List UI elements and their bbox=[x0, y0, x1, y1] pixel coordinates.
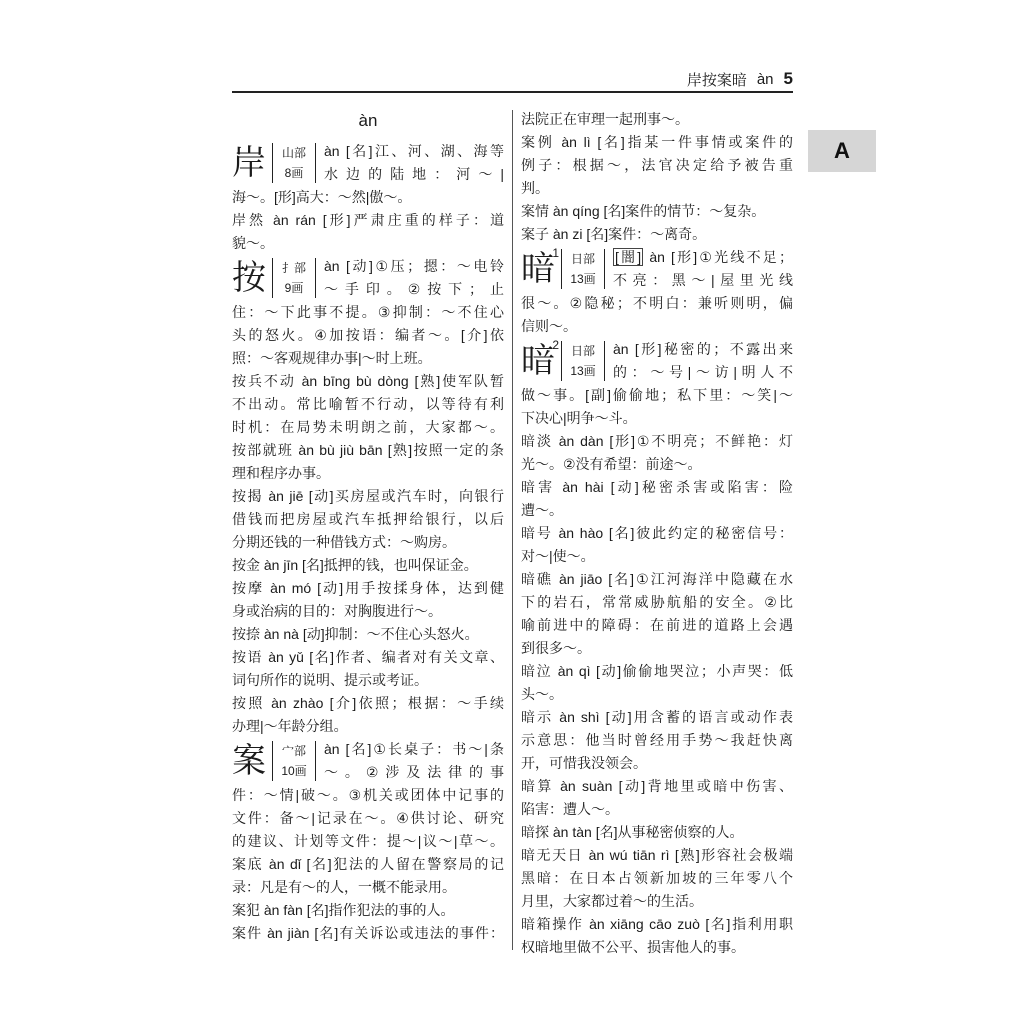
definition-line: 不亮：黑～|屋里光线 bbox=[613, 272, 793, 288]
entry-head bbox=[232, 738, 504, 784]
stroke-count: 13画 bbox=[570, 364, 596, 378]
entry-head-text bbox=[324, 255, 504, 301]
definition-line: 貌～。 bbox=[232, 235, 274, 251]
definition-line: 黑暗：在日本占领新加坡的三年零八个 bbox=[521, 870, 793, 886]
definition-line: 按照 àn zhào [介]依照；根据：～手续 bbox=[232, 695, 504, 711]
radical-box bbox=[272, 741, 316, 781]
right-column bbox=[521, 108, 793, 959]
radical-label: 宀部 bbox=[281, 744, 306, 758]
definition-line: 光～。②没有希望：前途～。 bbox=[521, 456, 702, 472]
homograph-number: 1 bbox=[552, 246, 559, 260]
variant-form: [闇] bbox=[615, 249, 642, 265]
headword-char: 案 bbox=[232, 742, 266, 780]
radical-label: 扌部 bbox=[281, 261, 306, 275]
definition-line: 分期还钱的一种借钱方式：～购房。 bbox=[232, 534, 456, 550]
definition-line: 喻前进中的障碍：在前进的道路上会遇 bbox=[521, 617, 793, 633]
definition-line: 很～。②隐秘；不明白：兼听则明，偏 bbox=[521, 295, 793, 311]
definition-line: 示意思：他当时曾经用手势～我赶快离 bbox=[521, 732, 793, 748]
stroke-count: 8画 bbox=[284, 166, 304, 180]
homograph-number: 2 bbox=[552, 338, 559, 352]
definition-line: 理和程序办事。 bbox=[232, 465, 330, 481]
definition-line: 按揭 àn jiē [动]买房屋或汽车时，向银行 bbox=[232, 488, 504, 504]
definition-line: 陷害：遭人～。 bbox=[521, 801, 619, 817]
definition-line: 文件：备～|记录在～。④供讨论、研究 bbox=[232, 810, 504, 826]
definition-line: 遭～。 bbox=[521, 502, 563, 518]
radical-box bbox=[561, 249, 605, 289]
running-header bbox=[687, 66, 793, 92]
entry-head-text bbox=[613, 338, 793, 384]
headword-char: 按 bbox=[232, 259, 266, 297]
definition-line: 暗算 àn suàn [动]背地里或暗中伤害、 bbox=[521, 778, 793, 794]
radical-label: 日部 bbox=[570, 344, 595, 358]
radical-box bbox=[272, 143, 316, 183]
header-chars: 岸按案暗 bbox=[686, 71, 747, 89]
definition-line: àn [形]秘密的；不露出来 bbox=[613, 341, 793, 357]
definition-line: 暗害 àn hài [动]秘密杀害或陷害：险 bbox=[521, 479, 793, 495]
definition-line: 对～|使～。 bbox=[521, 548, 595, 564]
definition-line: 海～。[形]高大：～然|傲～。 bbox=[232, 189, 412, 205]
definition-line: 词句所作的说明、提示或考证。 bbox=[232, 672, 428, 688]
definition-line: 不出动。常比喻暂不行动，以等待有利 bbox=[232, 396, 504, 412]
definition-line: 做～事。[副]偷偷地；私下里：～笑|～ bbox=[521, 387, 793, 403]
definition-line: 案底 àn dǐ [名]犯法的人留在警察局的记 bbox=[232, 856, 504, 872]
entry-head bbox=[521, 338, 793, 384]
entry-head bbox=[232, 255, 504, 301]
definition-line: 下的岩石，常常威胁航船的安全。②比 bbox=[521, 594, 793, 610]
definition-line: 案例 àn lì [名]指某一件事情或案件的 bbox=[521, 134, 793, 150]
definition-line: 下决心|明争～斗。 bbox=[521, 410, 637, 426]
definition-line: 头的怒火。④加按语：编者～。[介]依 bbox=[232, 327, 504, 343]
definition-line: àn [名]江、河、湖、海等 bbox=[324, 143, 504, 159]
definition-line: 时机：在局势未明朗之前，大家都～。 bbox=[232, 419, 504, 435]
alphabet-tab-letter: A bbox=[834, 138, 850, 163]
definition-line: ～。②涉及法律的事 bbox=[324, 764, 504, 780]
entry-head-text bbox=[324, 738, 504, 784]
definition-line: 件：～情|破～。③机关或团体中记事的 bbox=[232, 787, 504, 803]
definition-line: 录：凡是有～的人，一概不能录用。 bbox=[232, 879, 456, 895]
headword-char: 暗 1 bbox=[521, 246, 559, 288]
definition-line: 案犯 àn fàn [名]指作犯法的事的人。 bbox=[232, 902, 455, 918]
definition-line: 身或治病的目的：对胸腹进行～。 bbox=[232, 603, 442, 619]
radical-label: 日部 bbox=[570, 252, 595, 266]
headword-char: 暗 2 bbox=[521, 338, 559, 380]
alphabet-tab bbox=[808, 130, 876, 172]
definition-line: 岸然 àn rán [形]严肃庄重的样子：道 bbox=[232, 212, 504, 228]
definition-line: 按兵不动 àn bīng bù dòng [熟]使军队暂 bbox=[232, 373, 504, 389]
definition-line: 暗礁 àn jiāo [名]①江河海洋中隐藏在水 bbox=[521, 571, 793, 587]
definition-line: 例子：根据～，法官决定给予被告重 bbox=[521, 157, 793, 173]
stroke-count: 10画 bbox=[281, 764, 307, 778]
stroke-count: 13画 bbox=[570, 272, 596, 286]
entry-head bbox=[232, 140, 504, 186]
column-divider bbox=[512, 110, 513, 950]
page-number: 5 bbox=[783, 69, 793, 88]
definition-line: 暗箱操作 àn xiāng cāo zuò [名]指利用职 bbox=[521, 916, 793, 932]
section-heading: àn bbox=[358, 111, 378, 130]
definition-line: 暗探 àn tàn [名]从事秘密侦察的人。 bbox=[521, 824, 744, 840]
definition-line: 按部就班 àn bù jiù bān [熟]按照一定的条 bbox=[232, 442, 504, 458]
definition-line: 头～。 bbox=[521, 686, 563, 702]
radical-box bbox=[561, 341, 605, 381]
definition-line: 按捺 àn nà [动]抑制：～不住心头怒火。 bbox=[232, 626, 479, 642]
definition-line: 暗无天日 àn wú tiān rì [熟]形容社会极端 bbox=[521, 847, 793, 863]
definition-line: 权暗地里做不公平、损害他人的事。 bbox=[521, 939, 745, 955]
definition-line: 办理|～年龄分组。 bbox=[232, 718, 348, 734]
entry-head bbox=[521, 246, 793, 292]
definition-line: 水边的陆地：河～| bbox=[324, 166, 504, 182]
definition-line: 法院正在审理一起刑事～。 bbox=[521, 111, 689, 127]
definition-line: 暗淡 àn dàn [形]①不明亮；不鲜艳：灯 bbox=[521, 433, 793, 449]
definition-line: 的建议、计划等文件：提～|议～|草～。 bbox=[232, 833, 504, 849]
definition-line: [闇] àn [形]①光线不足； bbox=[615, 249, 793, 265]
header-rule bbox=[232, 91, 793, 93]
definition-line: 案子 àn zi [名]案件：～离奇。 bbox=[521, 226, 707, 242]
definition-line: 按语 àn yǔ [名]作者、编者对有关文章、 bbox=[232, 649, 504, 665]
definition-line: 暗示 àn shì [动]用含蓄的语言或动作表 bbox=[521, 709, 793, 725]
definition-line: 到很多～。 bbox=[521, 640, 591, 656]
definition-line: 暗泣 àn qì [动]偷偷地哭泣；小声哭：低 bbox=[521, 663, 793, 679]
definition-line: 信则～。 bbox=[521, 318, 577, 334]
header-pinyin: àn bbox=[756, 70, 774, 88]
definition-line: 判。 bbox=[521, 180, 549, 196]
definition-line: 案情 àn qíng [名]案件的情节：～复杂。 bbox=[521, 203, 766, 219]
stroke-count: 9画 bbox=[284, 281, 304, 295]
definition-line: 借钱而把房屋或汽车抵押给银行，以后 bbox=[232, 511, 504, 527]
definition-line: 暗号 àn hào [名]彼此约定的秘密信号： bbox=[521, 525, 793, 541]
definition-line: 住：～下此事不提。③抑制：～不住心 bbox=[232, 304, 504, 320]
entry-head-text bbox=[324, 140, 504, 186]
definition-line: 照：～客观规律办事|～时上班。 bbox=[232, 350, 432, 366]
radical-box bbox=[272, 258, 316, 298]
definition-line: 按摩 àn mó [动]用手按揉身体，达到健 bbox=[232, 580, 504, 596]
definition-line: 按金 àn jīn [名]抵押的钱，也叫保证金。 bbox=[232, 557, 478, 573]
headword-char: 岸 bbox=[232, 144, 266, 182]
definition-line: 案件 àn jiàn [名]有关诉讼或违法的事件： bbox=[232, 925, 504, 941]
definition-line: àn [动]①压；摁：～电铃 bbox=[324, 258, 504, 274]
definition-line: àn [名]①长桌子：书～|条 bbox=[324, 741, 504, 757]
definition-line: ～手印。②按下；止 bbox=[324, 281, 504, 297]
entry-head-text bbox=[613, 246, 793, 292]
definition-line: 的：～号|～访|明人不 bbox=[613, 364, 793, 380]
definition-line: 开，可惜我没领会。 bbox=[521, 755, 647, 771]
radical-label: 山部 bbox=[281, 146, 306, 160]
definition-line: 月里，大家都过着～的生活。 bbox=[521, 893, 703, 909]
left-column bbox=[232, 108, 504, 945]
